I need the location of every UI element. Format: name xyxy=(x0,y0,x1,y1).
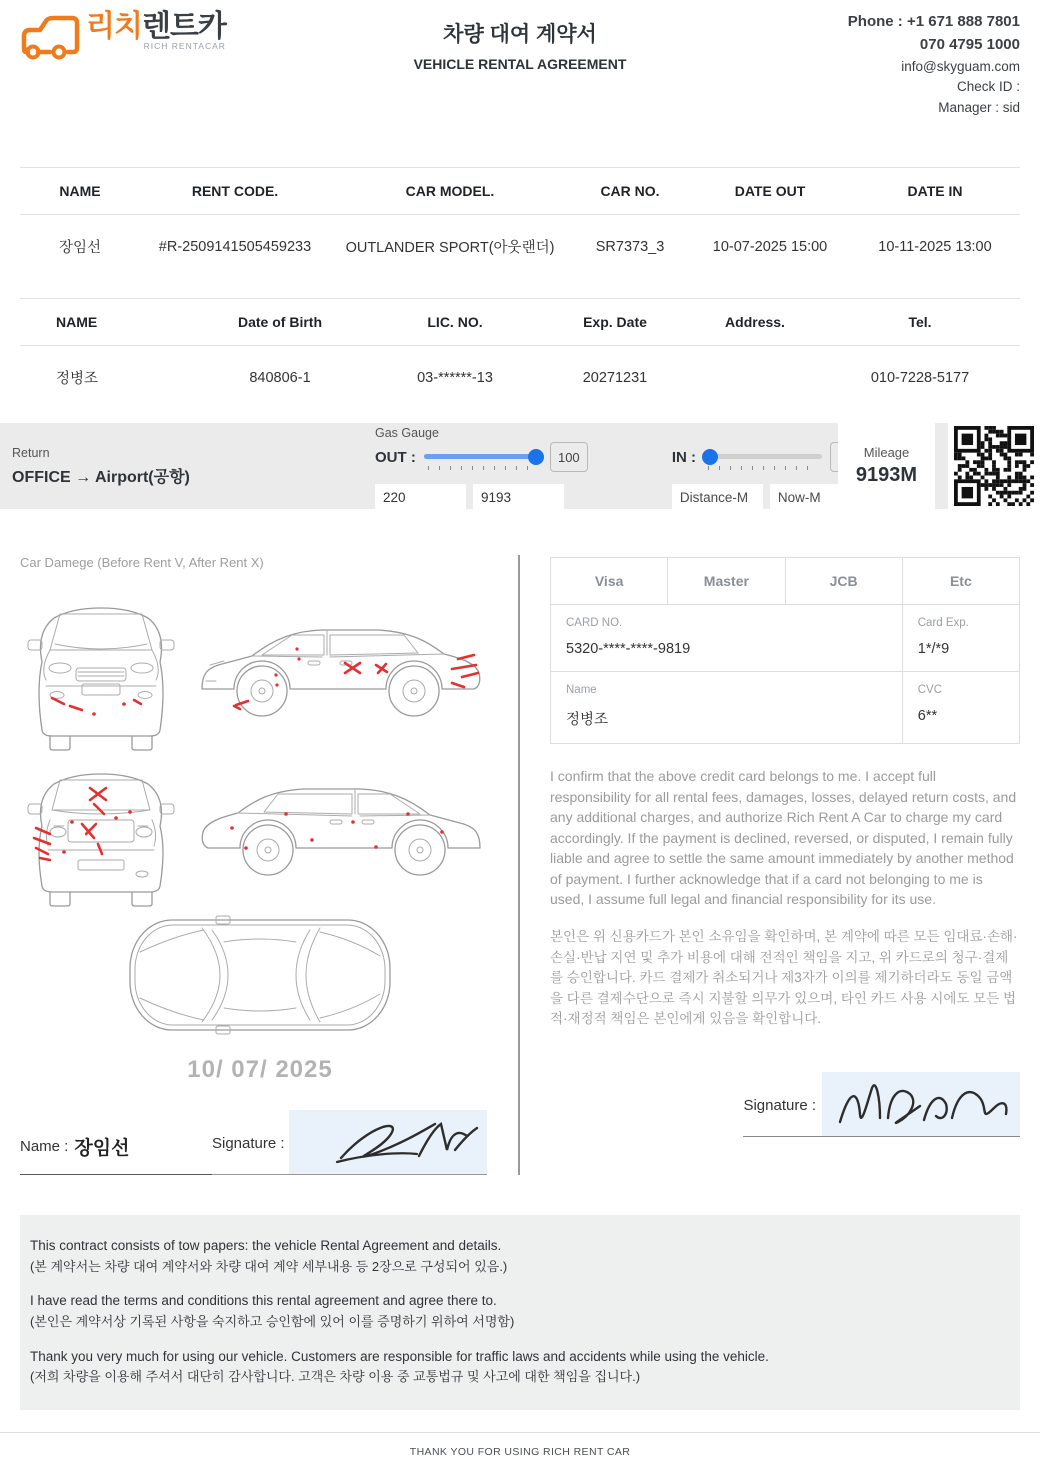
car-no: SR7373_3 xyxy=(595,238,665,255)
note-3-en: Thank you very much for using our vehicle. Customers are responsible for traffic laws and accidents while using the vehicle. xyxy=(30,1348,769,1364)
note-2-en: I have read the terms and conditions this rental agreement and agree there to. xyxy=(30,1293,497,1309)
car-logo-icon xyxy=(20,14,82,67)
qr-code xyxy=(948,423,1040,509)
col-header-name: NAME xyxy=(20,168,140,215)
card-exp-cell xyxy=(902,605,1019,672)
card-cvc-value: 6** xyxy=(917,708,938,724)
col-header-car-no: CAR NO. xyxy=(570,168,690,215)
driver-tel: 010-7228-5177 xyxy=(870,369,970,386)
col-header-exp-date: Exp. Date xyxy=(540,299,690,346)
card-name-cell xyxy=(551,672,903,744)
car-top-view xyxy=(124,912,396,1038)
col-header-tel: Tel. xyxy=(820,299,1020,346)
driver-lic-no: 03-******-13 xyxy=(417,369,493,386)
card-type-jcb[interactable]: JCB xyxy=(785,558,902,605)
date-out: 10-07-2025 15:00 xyxy=(712,238,828,255)
card-no-value: 5320-****-****-9819 xyxy=(566,641,691,657)
card-column xyxy=(520,555,1040,1175)
note-1-en: This contract consists of tow papers: the vehicle Rental Agreement and details. xyxy=(30,1238,502,1253)
damage-column xyxy=(0,555,518,1175)
mileage-value: 9193M xyxy=(855,464,918,486)
title-korean: 차량 대여 계약서 xyxy=(443,23,597,46)
date-in: 10-11-2025 13:00 xyxy=(878,238,992,255)
col-header-car-model: CAR MODEL. xyxy=(330,168,570,215)
distance-input[interactable] xyxy=(672,484,763,510)
col-header-rent-code: RENT CODE. xyxy=(140,168,330,215)
fuel-end-input[interactable] xyxy=(473,484,564,510)
damage-diagram[interactable] xyxy=(20,580,500,1038)
gas-out-value[interactable] xyxy=(550,442,588,472)
check-id-label: Check ID : xyxy=(956,79,1020,95)
col-header-birth: Date of Birth xyxy=(190,299,370,346)
rental-row xyxy=(20,215,1020,279)
gas-in-slider[interactable] xyxy=(704,449,822,465)
confirmation-text-english: I confirm that the above credit card belongs to me. I accept full responsibility for all rental fees, damages, losses, delayed return costs, and any additional charges, and authorize Rich Rent A Car to charge my card accordingly. If the payment is declined, reversed, or disputed, I remain fully liable and agree to settle the same amount immediately by another method of payment. I further acknowledge that if a card not belonging to me is used, I assume full legal and financial responsibility for its use. xyxy=(550,768,1017,908)
fuel-start-input[interactable] xyxy=(375,484,466,510)
damage-marks-front xyxy=(52,698,141,716)
in-slider-thumb[interactable] xyxy=(702,449,718,465)
renter-name-field xyxy=(20,1133,212,1175)
return-label: Return xyxy=(12,445,50,460)
company-logo xyxy=(20,10,320,132)
renter-signature-pad[interactable] xyxy=(289,1110,487,1174)
contact-info xyxy=(720,10,1020,132)
driver-info-table xyxy=(20,298,1020,409)
car-side-right-view xyxy=(190,748,492,906)
in-label: IN : xyxy=(671,448,696,466)
manager-label: Manager : sid xyxy=(938,100,1020,116)
mileage-box xyxy=(838,423,935,509)
out-slider-thumb[interactable] xyxy=(528,449,544,465)
note-1-kr: (본 계약서는 차량 대여 계약서와 차량 대여 계약 세부내용 등 2장으로 구성되어 있음.) xyxy=(30,1258,508,1274)
col-header-address: Address. xyxy=(690,299,820,346)
thanks-message: THANK YOU FOR USING RICH RENT CAR xyxy=(409,1446,631,1459)
car-model: OUTLANDER SPORT(아웃랜더) xyxy=(345,240,555,256)
document-title xyxy=(414,10,627,132)
logo-text: 리치렌트카 xyxy=(86,10,226,43)
card-exp-value: 1*/*9 xyxy=(917,641,950,657)
renter-name: 장임선 xyxy=(58,240,102,256)
card-exp-label: Card Exp. xyxy=(917,617,969,629)
renter-name-value: 장임선 xyxy=(74,1138,130,1159)
car-front-view xyxy=(20,580,182,752)
car-rear-view xyxy=(20,748,182,908)
col-header-driver-name: NAME xyxy=(20,299,190,346)
rent-code: #R-2509141505459233 xyxy=(158,238,312,255)
card-number-cell xyxy=(551,605,903,672)
driver-name: 정병조 xyxy=(56,371,99,387)
rental-info-table xyxy=(20,167,1020,278)
phone-primary: Phone : +1 671 888 7801 xyxy=(847,13,1020,30)
card-no-label: CARD NO. xyxy=(566,617,623,629)
note-2-kr: (본인은 계약서상 기록된 사항을 숙지하고 승인함에 있어 이를 증명하기 위하여 서명함) xyxy=(30,1313,515,1329)
driver-exp-date: 20271231 xyxy=(582,369,648,386)
credit-card-table xyxy=(550,557,1020,744)
header xyxy=(0,0,1040,132)
col-header-date-in: DATE IN xyxy=(850,168,1020,215)
out-slider-ticks xyxy=(428,466,538,470)
page-bottom xyxy=(0,1432,1040,1468)
signature-label-right: Signature : xyxy=(743,1096,816,1114)
title-english: VEHICLE RENTAL AGREEMENT xyxy=(413,56,627,72)
phone-secondary: 070 4795 1000 xyxy=(919,36,1020,54)
car-side-left-view xyxy=(190,584,492,752)
card-name-value: 정병조 xyxy=(566,712,609,728)
card-cvc-label: CVC xyxy=(917,684,943,696)
contract-date: 10/ 07/ 2025 xyxy=(187,1056,333,1083)
return-route: OFFICE → Airport(공항) xyxy=(12,468,190,486)
col-header-date-out: DATE OUT xyxy=(690,168,850,215)
driver-row xyxy=(20,346,1020,410)
damage-title: Car Damege (Before Rent V, After Rent X) xyxy=(20,555,264,570)
signature-label-left: Signature : xyxy=(212,1135,285,1152)
gas-gauge-block xyxy=(375,422,825,510)
card-cvc-cell xyxy=(902,672,1019,744)
card-type-etc[interactable]: Etc xyxy=(902,558,1019,605)
card-name-label: Name xyxy=(566,684,597,696)
out-label: OUT : xyxy=(375,448,416,466)
in-slider-ticks xyxy=(708,466,818,470)
damage-marks-side-right xyxy=(230,812,444,850)
col-header-lic-no: LIC. NO. xyxy=(370,299,540,346)
email: info@skyguam.com xyxy=(901,58,1020,74)
main-section xyxy=(0,555,1040,1175)
name-label: Name : xyxy=(20,1138,69,1155)
card-type-master[interactable]: Master xyxy=(668,558,785,605)
note-3-kr: (저희 차량을 이용해 주셔서 대단히 감사합니다. 고객은 차량 이용 중 교통법규 및 사고에 대한 책임을 집니다.) xyxy=(30,1369,641,1385)
return-gas-band xyxy=(0,423,1040,509)
return-block xyxy=(0,446,375,487)
gas-out-slider[interactable] xyxy=(424,449,542,465)
cardholder-signature-pad[interactable] xyxy=(822,1072,1020,1136)
logo-subtext: RICH RENTACAR xyxy=(143,41,226,51)
confirmation-text-korean: 본인은 위 신용카드가 본인 소유임을 확인하며, 본 계약에 따른 모든 임대료·손해·손실·반납 지연 및 추가 비용에 대해 전적인 책임을 지고, 위 카드로의 청구·결제를 승인합니다. 카드 결제가 취소되거나 제3자가 이의를 제기하더라도 동일 금액을 다른 결제수단으로 즉시 지불할 의무가 있으며, 타인 카드 사용 시에도 모든 법적·재정적 책임은 본인에게 있음을 확인합니다. xyxy=(550,929,1018,1027)
driver-address xyxy=(690,346,820,410)
gas-gauge-label: Gas Gauge xyxy=(375,426,439,440)
card-type-visa[interactable]: Visa xyxy=(551,558,668,605)
mileage-label: Mileage xyxy=(863,445,910,460)
driver-birth: 840806-1 xyxy=(249,369,311,386)
